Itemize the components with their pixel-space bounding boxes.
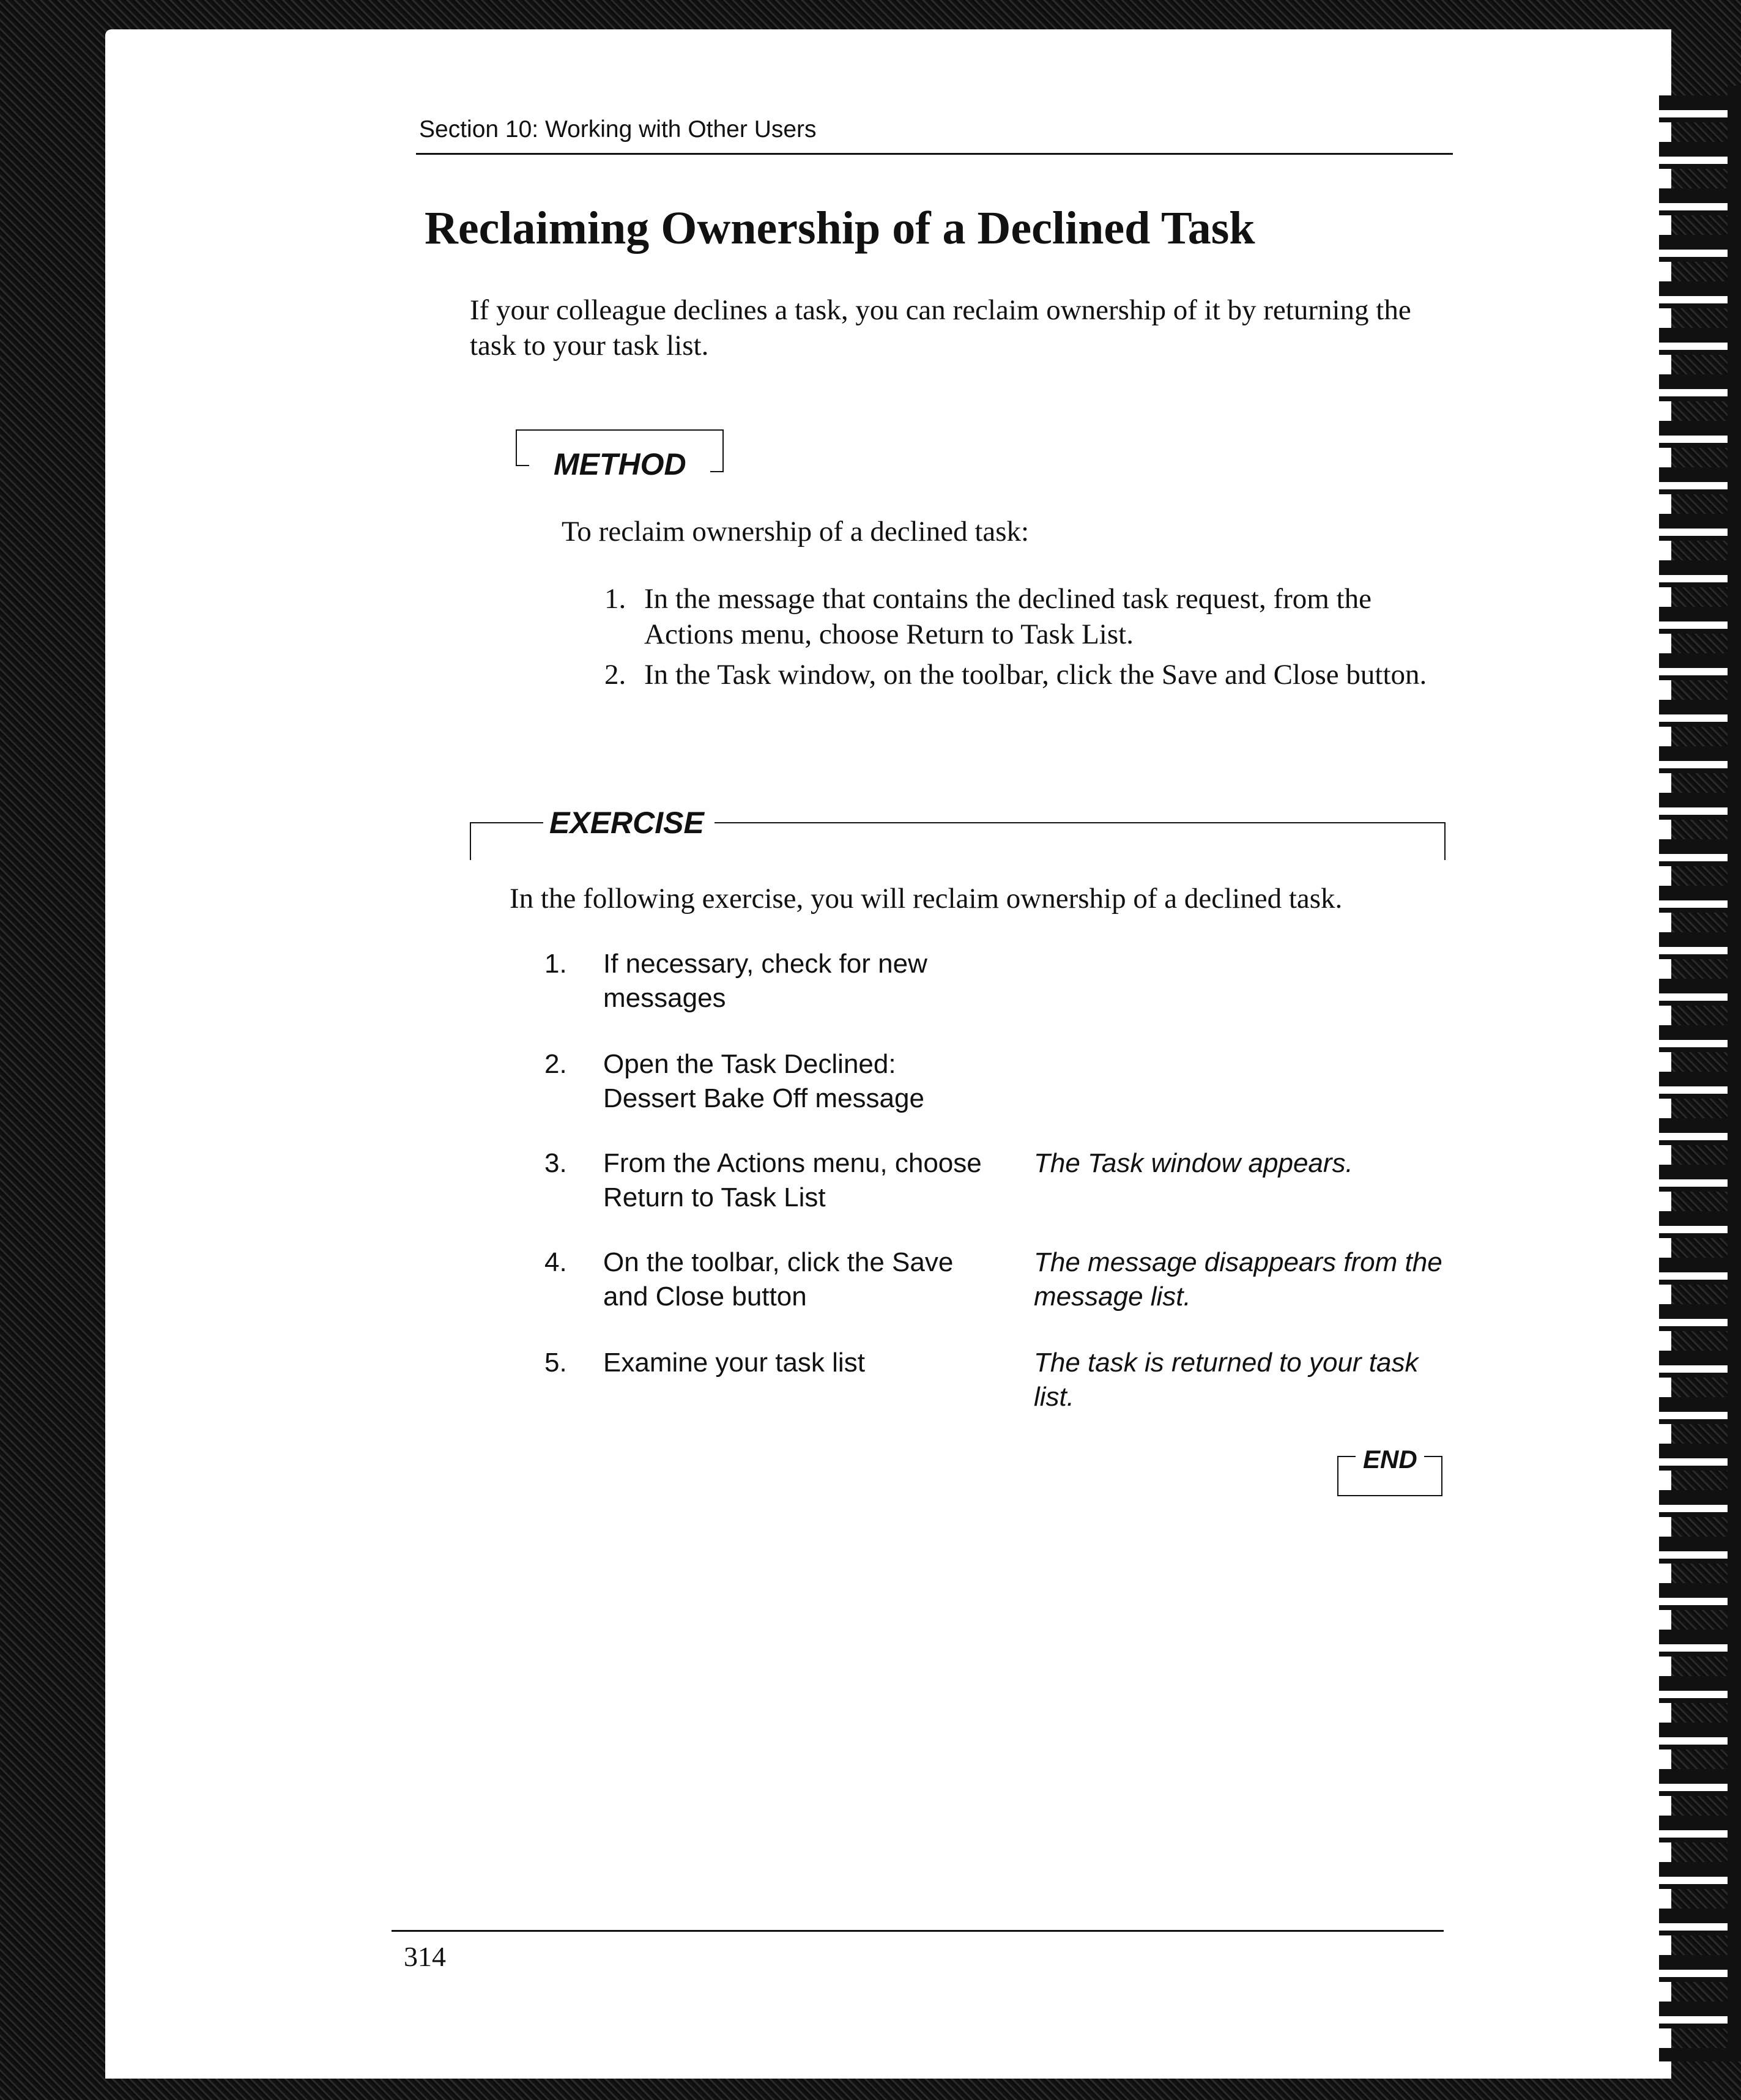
exercise-box — [470, 806, 1446, 860]
method-steps — [604, 581, 1461, 697]
method-step — [604, 581, 1461, 652]
step-text: In the Task window, on the toolbar, click the Save and Close button. — [644, 659, 1427, 691]
step-result: The Task window appears. — [1034, 1148, 1353, 1178]
method-label: METHOD — [554, 447, 686, 481]
step-action: From the Actions menu, choose Return to Task List — [603, 1148, 982, 1212]
step-number: 4. — [544, 1247, 567, 1277]
step-action: If necessary, check for new messages — [603, 949, 927, 1013]
step-result: The task is returned to your task list. — [1034, 1348, 1419, 1412]
method-step — [604, 657, 1461, 692]
step-action: Open the Task Declined: Dessert Bake Off message — [603, 1049, 924, 1113]
spiral-binding — [1652, 86, 1741, 2061]
step-number: 2. — [544, 1049, 567, 1079]
method-tag — [516, 429, 724, 481]
step-action: On the toolbar, click the Save and Close button — [603, 1247, 954, 1312]
end-tag — [1337, 1445, 1442, 1496]
method-intro: To reclaim ownership of a declined task: — [562, 516, 1030, 547]
step-number: 5. — [544, 1348, 567, 1378]
header-rule — [416, 153, 1453, 155]
end-label: END — [1363, 1445, 1417, 1474]
page-title: Reclaiming Ownership of a Declined Task — [425, 202, 1255, 254]
page-number: 314 — [404, 1941, 446, 1972]
step-number: 1. — [604, 583, 626, 615]
step-result: The message disappears from the message list. — [1034, 1247, 1442, 1312]
step-number: 1. — [544, 949, 567, 979]
exercise-label: EXERCISE — [549, 806, 704, 840]
step-number: 3. — [544, 1148, 567, 1178]
exercise-intro: In the following exercise, you will reclaim ownership of a declined task. — [510, 883, 1343, 915]
step-number: 2. — [604, 659, 626, 691]
step-text: In the message that contains the declined task request, from the Actions menu, choose Return to Task List. — [644, 583, 1372, 650]
step-action: Examine your task list — [603, 1348, 865, 1378]
section-header: Section 10: Working with Other Users — [419, 116, 817, 143]
intro-paragraph: If your colleague declines a task, you can reclaim ownership of it by returning the task to your task list. — [470, 294, 1411, 362]
footer-rule — [392, 1930, 1444, 1932]
